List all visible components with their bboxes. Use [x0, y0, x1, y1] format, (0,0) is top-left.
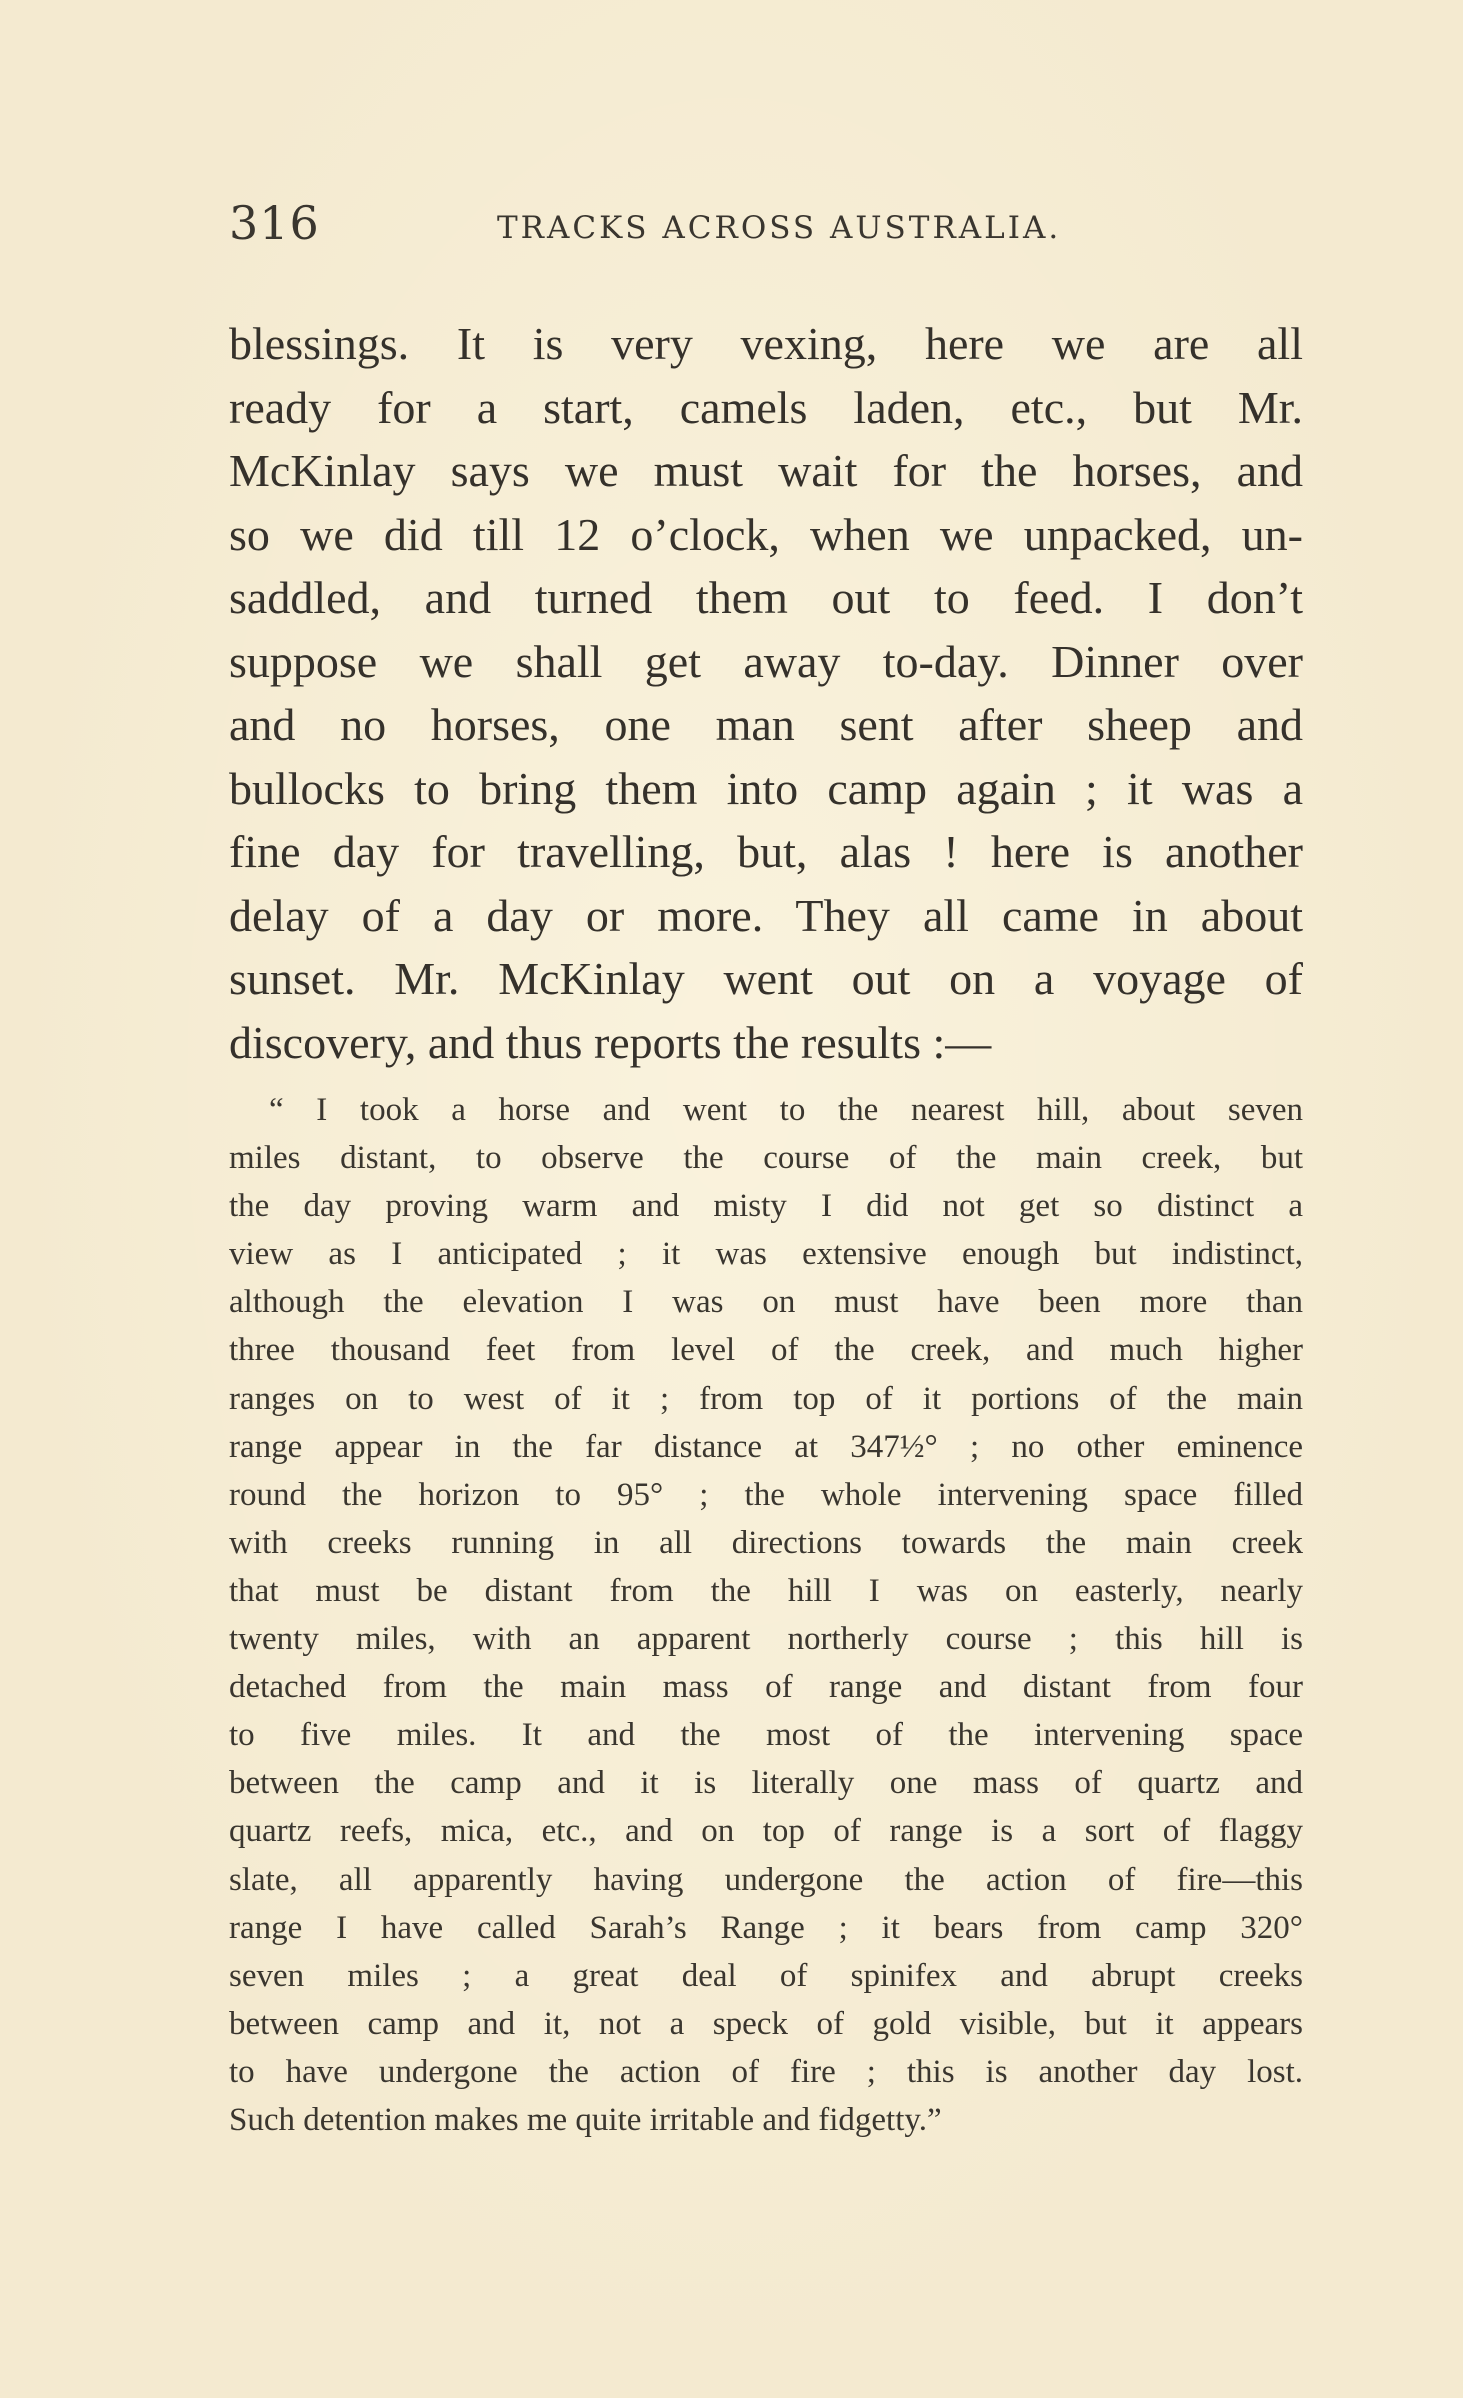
main-paragraph	[229, 312, 1303, 1074]
quote-line: three thousand feet from level of the creek, and much higher	[229, 1332, 1303, 1369]
text-line: McKinlay says we must wait for the horses, and	[229, 445, 1303, 496]
running-head: TRACKS ACROSS AUSTRALIA.	[497, 210, 1062, 246]
text-line: and no horses, one man sent after sheep and	[229, 699, 1303, 750]
quote-line: twenty miles, with an apparent northerly course ; this hill is	[229, 1621, 1303, 1658]
quote-line: “ I took a horse and went to the nearest hill, about seven	[269, 1092, 1303, 1128]
text-line: fine day for travelling, but, alas ! here is another	[229, 826, 1303, 877]
quote-line: to have undergone the action of fire ; this is another day lost.	[229, 2053, 1303, 2090]
quote-line: detached from the main mass of range and distant from four	[229, 1669, 1303, 1706]
quote-line: Such detention makes me quite irritable and fidgetty.”	[229, 2101, 942, 2138]
text-line: discovery, and thus reports the results :—	[229, 1016, 992, 1068]
page-header	[229, 196, 1303, 256]
quote-line: miles distant, to observe the course of the main creek, but	[229, 1140, 1303, 1177]
text-line: delay of a day or more. They all came in about	[229, 889, 1303, 941]
quote-line: range I have called Sarah’s Range ; it bears from camp 320°	[229, 1909, 1303, 1946]
quote-line: range appear in the far distance at 347½° ; no other eminence	[229, 1428, 1303, 1465]
text-line: so we did till 12 o’clock, when we unpacked, un-	[229, 508, 1303, 560]
text-line: sunset. Mr. McKinlay went out on a voyage of	[229, 953, 1303, 1004]
quote-line: that must be distant from the hill I was on easterly, nearly	[229, 1572, 1303, 1609]
text-line: saddled, and turned them out to feed. I don’t	[229, 572, 1303, 623]
quote-line: round the horizon to 95° ; the whole intervening space filled	[229, 1476, 1303, 1513]
quoted-report	[229, 1086, 1303, 2144]
page-number: 316	[229, 196, 320, 250]
quote-line: between camp and it, not a speck of gold visible, but it appears	[229, 2005, 1303, 2042]
quote-line: slate, all apparently having undergone the action of fire—this	[229, 1861, 1303, 1898]
quote-line: seven miles ; a great deal of spinifex and abrupt creeks	[229, 1957, 1303, 1994]
text-line: ready for a start, camels laden, etc., but Mr.	[229, 381, 1303, 433]
quote-line: with creeks running in all directions towards the main creek	[229, 1524, 1303, 1561]
quote-line: ranges on to west of it ; from top of it portions of the main	[229, 1380, 1303, 1417]
quote-line: although the elevation I was on must have been more than	[229, 1284, 1303, 1321]
quote-line: quartz reefs, mica, etc., and on top of range is a sort of flaggy	[229, 1813, 1303, 1850]
text-line: blessings. It is very vexing, here we are all	[229, 318, 1303, 369]
quote-line: to five miles. It and the most of the intervening space	[229, 1717, 1303, 1754]
quote-line: the day proving warm and misty I did not get so distinct a	[229, 1188, 1303, 1225]
quote-line: view as I anticipated ; it was extensive enough but indistinct,	[229, 1236, 1303, 1273]
quote-line: between the camp and it is literally one mass of quartz and	[229, 1765, 1303, 1802]
text-line: bullocks to bring them into camp again ; it was a	[229, 762, 1303, 814]
text-line: suppose we shall get away to-day. Dinner over	[229, 635, 1303, 687]
